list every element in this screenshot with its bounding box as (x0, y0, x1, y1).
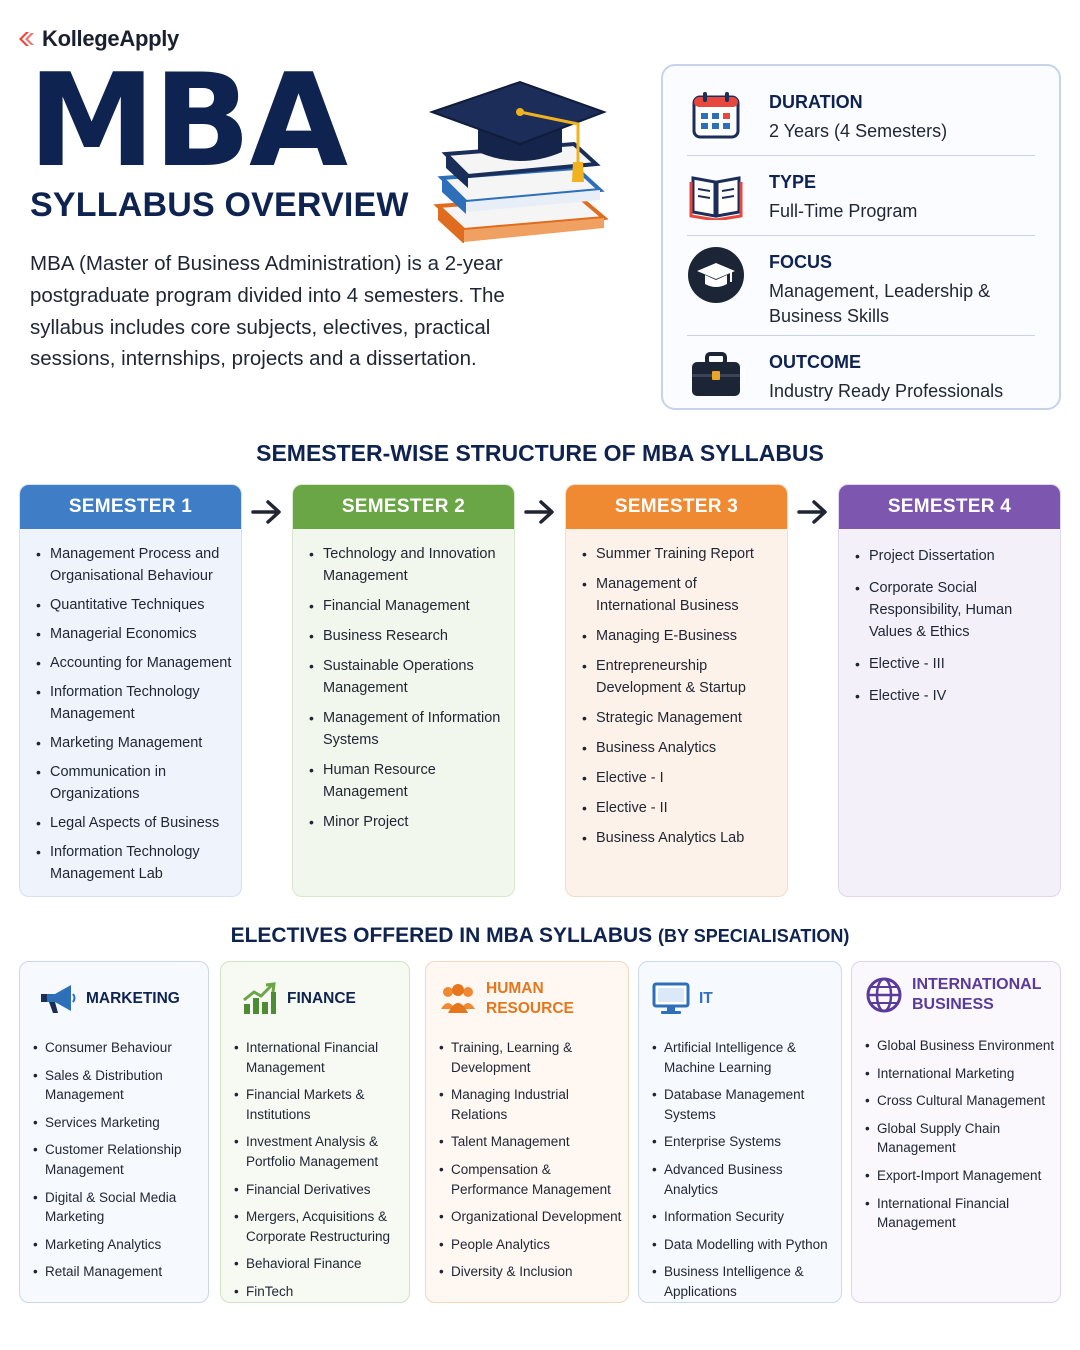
open-book-icon (687, 166, 745, 224)
elective-item: • Artificial Intelligence & Machine Learning (651, 1038, 837, 1077)
semester-2-title: SEMESTER 2 (293, 485, 514, 529)
program-info-card (661, 64, 1061, 410)
subject-item: • Management of International Business (580, 573, 779, 617)
semester-4-subjects (839, 529, 1060, 707)
elective-item: • People Analytics (438, 1235, 624, 1255)
arrow-right-icon (523, 497, 557, 527)
elective-title: INTERNATIONAL BUSINESS (912, 976, 1042, 1013)
elective-item: • Managing Industrial Relations (438, 1085, 624, 1124)
arrow-right-icon (796, 497, 830, 527)
elective-item: • Sales & Distribution Management (32, 1066, 204, 1105)
globe-icon (864, 975, 904, 1015)
elective-item: • Retail Management (32, 1262, 204, 1282)
subject-item: • Business Analytics (580, 737, 779, 759)
calendar-icon (687, 86, 745, 144)
semester-2-card (292, 484, 515, 897)
elective-item: • Training, Learning & Development (438, 1038, 624, 1077)
finance-electives (221, 1036, 409, 1302)
elective-title: IT (699, 990, 713, 1007)
graduation-cap-icon (687, 246, 745, 304)
subject-item: • Strategic Management (580, 707, 779, 729)
elective-item: • Export-Import Management (864, 1166, 1056, 1186)
elective-item: • Diversity & Inclusion (438, 1262, 624, 1282)
hero-title: MBA (28, 47, 346, 196)
elective-item: • Compensation & Performance Management (438, 1160, 624, 1199)
elective-item: • Information Security (651, 1207, 837, 1227)
elective-item: • International Financial Management (864, 1194, 1056, 1233)
elective-card-it (638, 961, 842, 1303)
outcome-value: Industry Ready Professionals (769, 381, 1004, 401)
elective-item: • Digital & Social Media Marketing (32, 1188, 204, 1227)
elective-item: • Cross Cultural Management (864, 1091, 1056, 1111)
subject-item: • Technology and Innovation Management (307, 543, 506, 587)
subject-item: • Accounting for Management (34, 652, 233, 674)
marketing-electives (20, 1036, 208, 1282)
electives-heading-suffix: (BY SPECIALISATION) (658, 926, 850, 946)
subject-item: • Management Process and Organisational Behaviour (34, 543, 233, 587)
elective-item: • International Marketing (864, 1064, 1056, 1084)
semester-4-card (838, 484, 1061, 897)
elective-title: FINANCE (287, 990, 356, 1007)
it-electives (639, 1036, 841, 1302)
semester-structure-heading: SEMESTER-WISE STRUCTURE OF MBA SYLLABUS (256, 440, 824, 466)
semester-1-title: SEMESTER 1 (20, 485, 241, 529)
subject-item: • Elective - III (853, 653, 1052, 675)
subject-item: • Managing E-Business (580, 625, 779, 647)
elective-item: • Talent Management (438, 1132, 624, 1152)
elective-card-finance (220, 961, 410, 1303)
elective-item: • Data Modelling with Python (651, 1235, 837, 1255)
arrow-right-icon (250, 497, 284, 527)
electives-heading-text: ELECTIVES OFFERED IN MBA SYLLABUS (230, 924, 653, 947)
elective-item: • Financial Derivatives (233, 1180, 405, 1200)
people-icon (438, 979, 478, 1019)
subject-item: • Corporate Social Responsibility, Human Values & Ethics (853, 577, 1052, 643)
subject-item: • Elective - II (580, 797, 779, 819)
elective-item: • Financial Markets & Institutions (233, 1085, 405, 1124)
elective-item: • Global Business Environment (864, 1036, 1056, 1056)
subject-item: • Elective - I (580, 767, 779, 789)
elective-item: • Marketing Analytics (32, 1235, 204, 1255)
subject-item: • Summer Training Report (580, 543, 779, 565)
elective-header (20, 962, 208, 1036)
subject-item: • Minor Project (307, 811, 506, 833)
elective-header (426, 962, 628, 1036)
info-row-focus (687, 236, 1035, 336)
subject-item: • Business Analytics Lab (580, 827, 779, 849)
type-value: Full-Time Program (769, 201, 918, 221)
elective-card-international-business (851, 961, 1061, 1303)
electives-heading (0, 924, 1080, 948)
elective-title: HUMAN RESOURCE (486, 980, 574, 1017)
international-business-electives (852, 1034, 1060, 1233)
elective-item: • Organizational Development (438, 1207, 624, 1227)
elective-item: • Investment Analysis & Portfolio Management (233, 1132, 405, 1171)
type-label: TYPE (769, 172, 817, 192)
megaphone-icon (38, 979, 78, 1019)
semester-1-subjects (20, 529, 241, 885)
outcome-label: OUTCOME (769, 352, 861, 372)
elective-item: • FinTech (233, 1282, 405, 1302)
elective-item: • Services Marketing (32, 1113, 204, 1133)
intro-paragraph: MBA (Master of Business Administration) is a 2-year postgraduate program divided into 4 semesters. The syllabus includes core subjects, electives, practical sessions, internships, projects and a dissertation. (30, 252, 505, 371)
elective-header (639, 962, 841, 1036)
subject-item: • Entrepreneurship Development & Startup (580, 655, 779, 699)
hero-subtitle: SYLLABUS OVERVIEW (30, 186, 409, 224)
subject-item: • Project Dissertation (853, 545, 1052, 567)
subject-item: • Management of Information Systems (307, 707, 506, 751)
elective-item: • Enterprise Systems (651, 1132, 837, 1152)
focus-label: FOCUS (769, 252, 832, 272)
subject-item: • Communication in Organizations (34, 761, 233, 805)
subject-item: • Elective - IV (853, 685, 1052, 707)
elective-title: MARKETING (86, 990, 180, 1007)
elective-header (852, 962, 1060, 1034)
elective-item: • Database Management Systems (651, 1085, 837, 1124)
subject-item: • Human Resource Management (307, 759, 506, 803)
elective-item: • Mergers, Acquisitions & Corporate Restructuring (233, 1207, 405, 1246)
elective-card-marketing (19, 961, 209, 1303)
focus-value: Management, Leadership & Business Skills (769, 281, 991, 326)
elective-item: • Customer Relationship Management (32, 1140, 204, 1179)
elective-item: • Global Supply Chain Management (864, 1119, 1056, 1158)
semester-4-title: SEMESTER 4 (839, 485, 1060, 529)
graduation-cap-books-icon (428, 78, 608, 243)
elective-item: • Consumer Behaviour (32, 1038, 204, 1058)
subject-item: • Sustainable Operations Management (307, 655, 506, 699)
semester-1-card (19, 484, 242, 897)
elective-card-human-resource (425, 961, 629, 1303)
monitor-icon (651, 979, 691, 1019)
briefcase-icon (687, 346, 745, 404)
elective-item: • International Financial Management (233, 1038, 405, 1077)
elective-item: • Business Intelligence & Applications (651, 1262, 837, 1301)
info-row-outcome (687, 336, 1035, 416)
elective-header (221, 962, 409, 1036)
duration-label: DURATION (769, 92, 863, 112)
elective-item: • Advanced Business Analytics (651, 1160, 837, 1199)
semester-3-subjects (566, 529, 787, 849)
info-row-duration (687, 76, 1035, 156)
subject-item: • Financial Management (307, 595, 506, 617)
subject-item: • Managerial Economics (34, 623, 233, 645)
duration-value: 2 Years (4 Semesters) (769, 121, 948, 141)
semester-3-card (565, 484, 788, 897)
subject-item: • Marketing Management (34, 732, 233, 754)
subject-item: • Information Technology Management (34, 681, 233, 725)
subject-item: • Business Research (307, 625, 506, 647)
subject-item: • Quantitative Techniques (34, 594, 233, 616)
semester-3-title: SEMESTER 3 (566, 485, 787, 529)
human-resource-electives (426, 1036, 628, 1282)
semester-2-subjects (293, 529, 514, 833)
info-row-type (687, 156, 1035, 236)
elective-item: • Behavioral Finance (233, 1254, 405, 1274)
subject-item: • Information Technology Management Lab (34, 841, 233, 885)
subject-item: • Legal Aspects of Business (34, 812, 233, 834)
growth-chart-icon (239, 979, 279, 1019)
brand-name: KollegeApply (42, 26, 179, 51)
